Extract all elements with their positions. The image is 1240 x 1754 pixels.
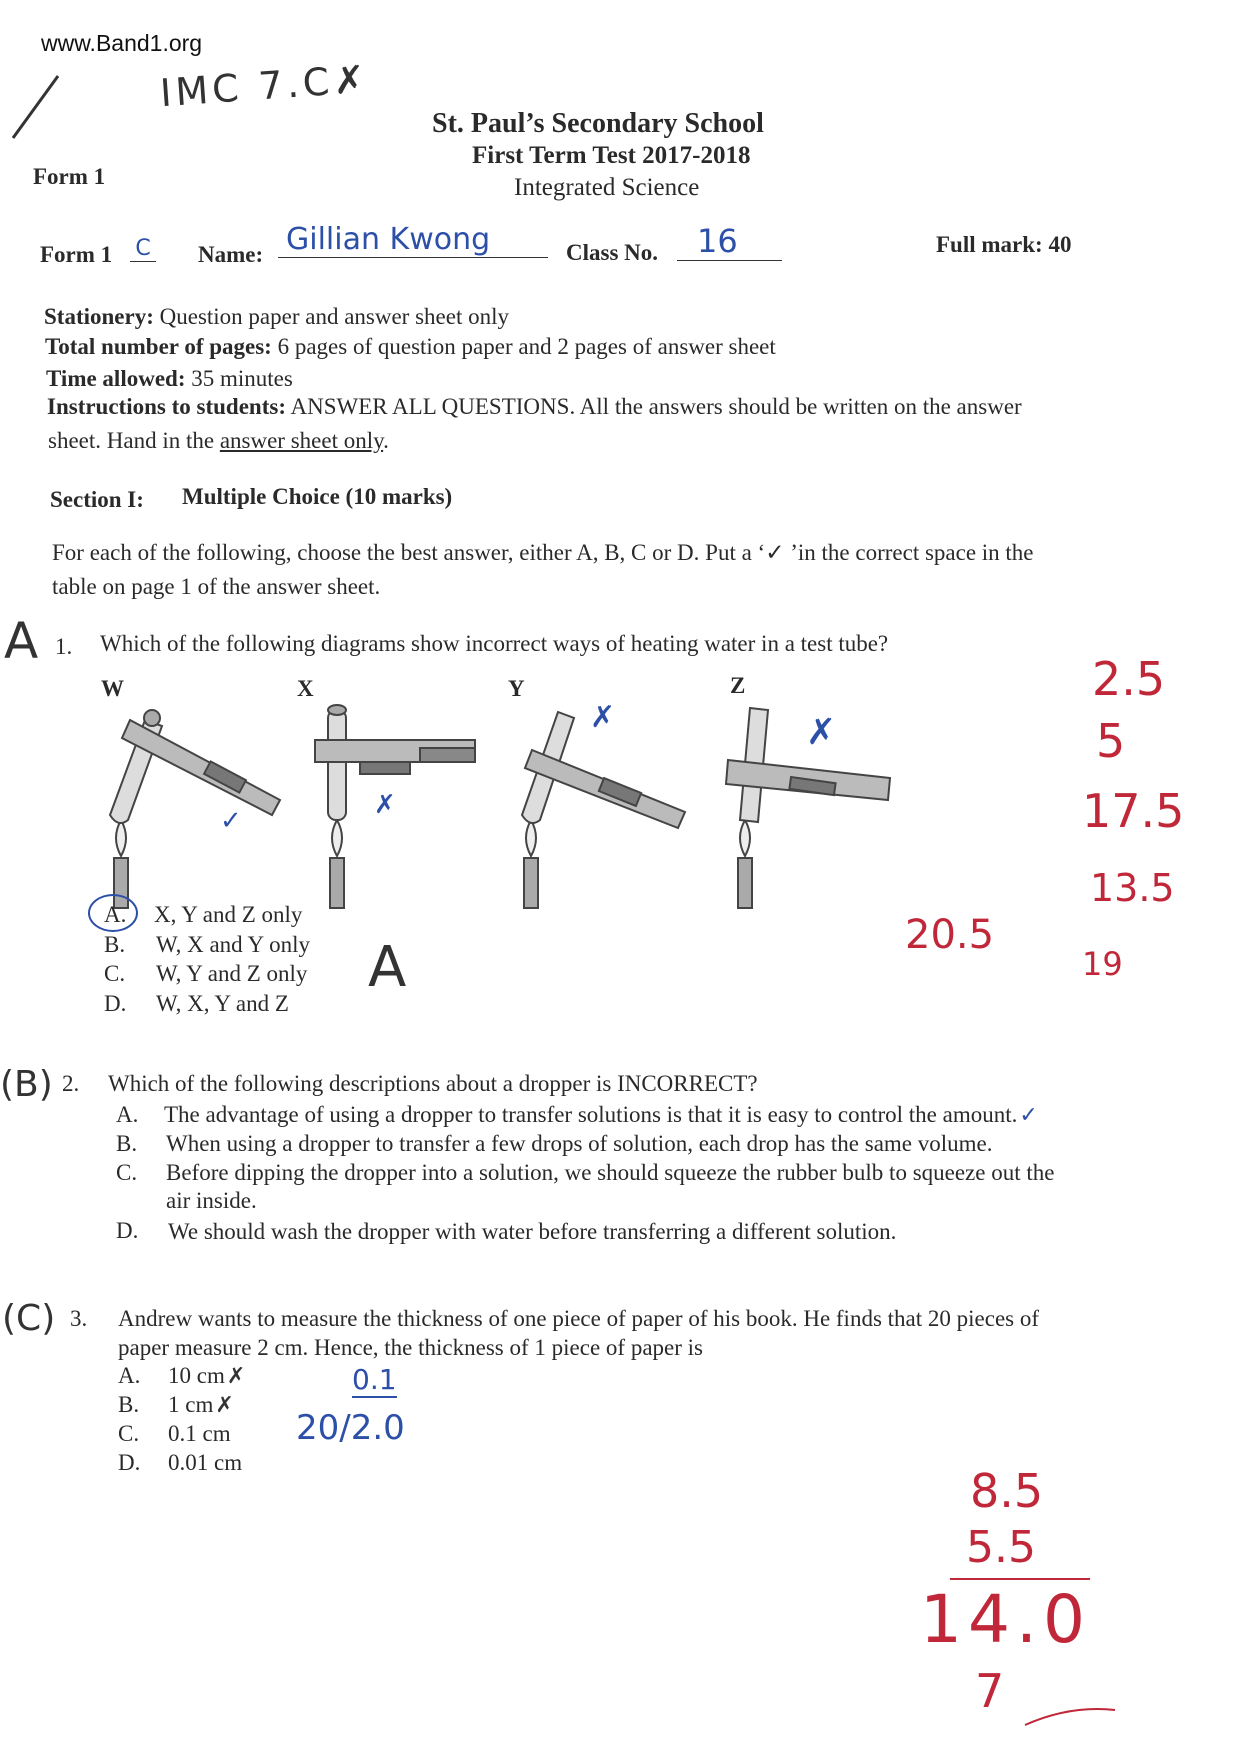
q2-option-c-letter: C. xyxy=(116,1160,138,1185)
instructions-label: Instructions to students: xyxy=(47,394,286,419)
class-no-label: Class No. xyxy=(566,240,659,265)
pages-line xyxy=(45,334,776,360)
pages-label: Total number of pages: xyxy=(45,334,272,359)
full-mark: Full mark: 40 xyxy=(936,232,1072,257)
red-tally-4: 13.5 xyxy=(1090,866,1175,910)
form-class-field[interactable]: C xyxy=(130,236,156,262)
pen-slash-mark xyxy=(8,66,68,146)
q2-option-b-text: When using a dropper to transfer a few drops of solution, each drop has the same volume. xyxy=(166,1131,993,1156)
q3-option-b-line xyxy=(168,1392,234,1418)
section-label: Section I: xyxy=(50,487,144,512)
z-cross-mark: ✗ xyxy=(806,712,837,753)
q1-option-b-text: W, X and Y only xyxy=(156,932,310,957)
q1-option-d-text: W, X, Y and Z xyxy=(156,991,289,1016)
q2-option-b-letter: B. xyxy=(116,1131,138,1156)
red-underline-stroke xyxy=(1020,1700,1120,1730)
red-sum-final: 7 xyxy=(975,1664,1005,1718)
class-no-field[interactable]: 16 xyxy=(677,222,782,261)
red-sum-line xyxy=(950,1578,1090,1580)
q3-working-bottom: 20/2.0 xyxy=(296,1408,405,1448)
red-mid-note: 20.5 xyxy=(905,912,995,958)
red-sum-total: 14.0 xyxy=(920,1581,1091,1658)
diagram-label-w: W xyxy=(101,676,124,701)
q2-option-d-text: We should wash the dropper with water before transferring a different solution. xyxy=(168,1219,897,1244)
pages-value: 6 pages of question paper and 2 pages of answer sheet xyxy=(277,334,776,359)
red-tally-3: 17.5 xyxy=(1082,784,1185,838)
w-tick-mark: ✓ xyxy=(220,806,242,836)
q2-tick-mark: ✓ xyxy=(1019,1103,1038,1128)
q3-text: Andrew wants to measure the thickness of one piece of paper of his book. He finds that 20 pieces of xyxy=(118,1306,1040,1331)
instructions-prefix: sheet. Hand in the xyxy=(48,428,215,453)
name-field[interactable]: Gillian Kwong xyxy=(278,222,548,258)
red-tally-2: 5 xyxy=(1096,714,1126,768)
diagram-label-x: X xyxy=(297,676,314,701)
red-tally-1: 2.5 xyxy=(1092,652,1166,706)
q3-option-a-line xyxy=(168,1363,245,1389)
q1-option-c-letter: C. xyxy=(104,961,126,986)
time-value: 35 minutes xyxy=(191,366,293,391)
q1-option-d-letter: D. xyxy=(104,991,127,1016)
stationery-line xyxy=(44,304,509,330)
q1-option-c-text: W, Y and Z only xyxy=(156,961,308,986)
q2-option-c-text: Before dipping the dropper into a solution, we should squeeze the rubber bulb to squeeze out the xyxy=(166,1160,1055,1185)
q2-text: Which of the following descriptions about a dropper is INCORRECT? xyxy=(108,1071,758,1096)
diagram-label-z: Z xyxy=(730,673,746,698)
red-tally-5: 19 xyxy=(1082,945,1123,983)
q3-option-d-letter: D. xyxy=(118,1450,141,1475)
q3-option-c-letter: C. xyxy=(118,1421,140,1446)
q3-margin-answer: (C) xyxy=(2,1298,56,1339)
q3-option-c-text: 0.1 cm xyxy=(168,1421,231,1446)
y-cross-mark: ✗ xyxy=(590,700,616,735)
q3-margin-letter: C xyxy=(16,1298,42,1339)
instructions-line-2 xyxy=(48,428,389,454)
q2-number: 2. xyxy=(62,1071,80,1096)
q3-option-b-letter: B. xyxy=(118,1392,140,1417)
time-line xyxy=(46,366,293,392)
q2-option-d-letter: D. xyxy=(116,1218,139,1243)
diagram-w-tilted-tube xyxy=(100,700,290,910)
subject-title: Integrated Science xyxy=(514,174,700,201)
q3-option-a-cross: ✗ xyxy=(226,1364,246,1389)
q2-option-a-text: The advantage of using a dropper to transfer solutions is that it is easy to control the amount. xyxy=(164,1102,1018,1127)
q1-option-a-letter: A. xyxy=(104,902,127,927)
q2-option-a-letter: A. xyxy=(116,1102,139,1127)
q1-text: Which of the following diagrams show incorrect ways of heating water in a test tube? xyxy=(100,631,889,656)
q3-working-top: 0.1 xyxy=(352,1363,397,1396)
name-label: Name: xyxy=(198,242,264,267)
directions-line-1: For each of the following, choose the best answer, either A, B, C or D. Put a ‘✓ ’in the correct space in the xyxy=(52,540,1034,565)
answer-sheet-only-underlined: answer sheet only xyxy=(219,428,384,453)
q3-option-b-cross: ✗ xyxy=(215,1393,234,1418)
x-cross-mark: ✗ xyxy=(374,790,396,820)
q1-option-b-letter: B. xyxy=(104,932,126,957)
q1-option-a-text: X, Y and Z only xyxy=(154,902,303,927)
test-title: First Term Test 2017-2018 xyxy=(472,142,751,169)
q2-option-c-text-cont: air inside. xyxy=(166,1188,257,1213)
q1-margin-answer: A xyxy=(4,612,39,670)
diagram-label-y: Y xyxy=(508,676,525,701)
instructions-line xyxy=(47,394,1022,420)
q3-option-a-text: 10 cm xyxy=(168,1363,225,1388)
red-sum-1: 8.5 xyxy=(970,1464,1044,1518)
section-title: Multiple Choice (10 marks) xyxy=(182,484,453,509)
q3-number: 3. xyxy=(70,1306,88,1331)
q2-option-a-line xyxy=(164,1102,1038,1128)
q3-option-a-letter: A. xyxy=(118,1363,141,1388)
school-name: St. Paul’s Secondary School xyxy=(432,108,764,139)
watermark: www.Band1.org xyxy=(41,30,203,56)
form-label-left: Form 1 xyxy=(33,164,106,189)
q2-margin-answer: (B) xyxy=(0,1064,53,1105)
time-label: Time allowed: xyxy=(46,366,186,391)
instructions-suffix: . xyxy=(383,428,389,453)
q3-option-b-text: 1 cm xyxy=(168,1392,214,1417)
instructions-value: ANSWER ALL QUESTIONS. All the answers should be written on the answer xyxy=(290,394,1022,419)
stationery-value: Question paper and answer sheet only xyxy=(159,304,509,329)
stationery-label: Stationery: xyxy=(44,304,154,329)
directions-line-2: table on page 1 of the answer sheet. xyxy=(52,574,381,599)
top-handwritten-note: IMC 7.C✗ xyxy=(158,56,371,116)
red-sum-2: 5.5 xyxy=(966,1522,1036,1573)
q3-text-line-2: paper measure 2 cm. Hence, the thickness of 1 piece of paper is xyxy=(118,1335,703,1360)
q3-option-d-text: 0.01 cm xyxy=(168,1450,243,1475)
q2-margin-letter: B xyxy=(14,1064,39,1105)
q1-number: 1. xyxy=(55,634,73,659)
form-field-label: Form 1 xyxy=(40,242,113,267)
q1-handwritten-answer: A xyxy=(368,935,407,1000)
